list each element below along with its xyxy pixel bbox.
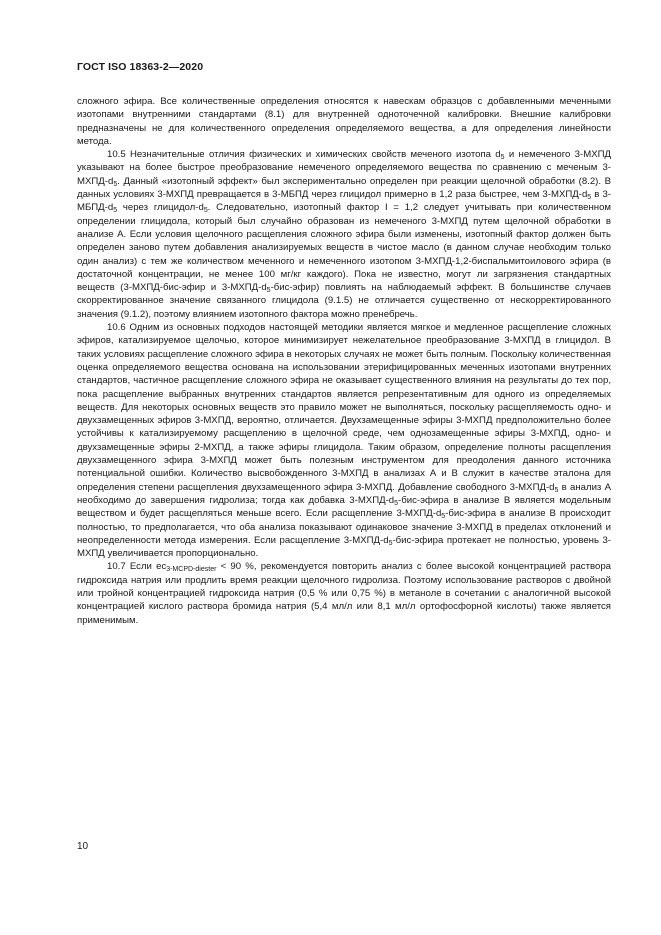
subscript: 5 xyxy=(113,207,118,215)
subscript: 5 xyxy=(554,486,559,494)
subscript: 5 xyxy=(587,194,592,202)
document-body xyxy=(77,95,611,627)
paragraph-10-6 xyxy=(77,321,611,560)
subscript: 3-MCPD-diester xyxy=(166,566,217,574)
subscript: 5 xyxy=(266,287,271,295)
paragraph-10-7 xyxy=(77,560,611,626)
text-run: 10.5 Незначительные отличия физических и химических свойств меченого изотопа d xyxy=(107,149,501,161)
text-run: -бис-эфира в анализе В является модельным веществом и будет расщепляться меньше всего. Если расщепление 3-МХПД-d xyxy=(77,494,611,520)
text-run: -бис-эфира в анализе В происходит полностью, то предполагается, что оба анализа показывают одинаковое значение 3-МХПД в пределах отклонений и неопределенности метода измерения. Если расщепление 3-МХПД-d xyxy=(77,508,611,546)
subscript: 5 xyxy=(500,154,505,162)
text-run: через глицидол-d xyxy=(117,202,204,214)
text-run: . Следовательно, изотопный фактор I = 1,2 следует учитывать при количественном определении глицидола, который был случайно образован из немеченого 3-МХПД путем щелочной обработки в анализе А. Если условия щелочного расщепления сложного эфира были изменены, изотопный фактор должен быть определен заново путем добавления анализируемых веществ в чистое масло (в данном случае необходим только один анализ) с тем же количеством меченного и немеченного изотопом 3-МХПД-1,2-биспальмитоилового эфира (в достаточной концентрации, не менее 100 мг/кг каждого). Пока не известно, могут ли загрязнения стандартных веществ (3-МХПД-бис-эфир и 3-МХПД-d xyxy=(77,202,611,294)
paragraph-continuation xyxy=(77,95,611,148)
document-header: ГОСТ ISO 18363-2—2020 xyxy=(77,61,204,73)
text-run: -бис-эфир) повлиять на наблюдаемый эффект. В большинстве случаев скорректированное значение связанного глицидола (9.1.5) не отличается существенно от нескорректированного значения (9.1.2), поэтому влиянием изотопного фактора можно пренебречь. xyxy=(77,282,611,320)
paragraph-10-5 xyxy=(77,148,611,321)
page-number: 10 xyxy=(77,841,89,852)
subscript: 5 xyxy=(113,180,118,188)
text-run: -бис-эфира протекает не полностью, уровень 3-МХПД увеличивается пропорционально. xyxy=(77,534,611,560)
subscript: 5 xyxy=(203,207,208,215)
text-run: и немеченого 3-МХПД указывают на более быстрое преобразование немеченого определяемого вещества по сравнению с меченым 3-МХПД-d xyxy=(77,149,611,187)
subscript: 5 xyxy=(441,513,446,521)
subscript: 5 xyxy=(388,539,393,547)
subscript: 5 xyxy=(394,499,399,507)
text-run: 10.6 Одним из основных подходов настоящей методики является мягкое и медленное расщепление сложных эфиров, катализируемое щелочью, которое минимизирует нежелательное преобразование 3-МХПД в глицидол. В таких условиях расщепление сложного эфира в некоторых случаях не может быть полным. Поскольку количественная оценка определяемого вещества основана на использовании этерифицированных меченных изотопами внутренних стандартов, частичное расщепление сложного эфира не оказывает существенного влияния на результаты до тех пор, пока расщепление выбранных внутренних стандартов является репрезентативным для одного из определяемых веществ. Для некоторых основных веществ это правило может не выполняться, поскольку расщепляемость одно- и двухзамещенных эфиров 3-МХПД, вероятно, отличается. Двухзамещенные эфиры 3-МХПД предположительно более устойчивы к катализируемому расщеплению в щелочной среде, чем однозамещенные эфиры 3-МХПД, одно- и двухзамещенные эфиры 2-МХПД, а также эфиры глицидола. Таким образом, определение полноты расщепления двухзамещенного эфира 3-МХПД может быть полезным инструментом для преодоления данного источника потенциальной ошибки. Количество высвобожденного 3-МХПД в анализах А и В служит в качестве эталона для определения степени расщепления двухзамещенного эфира 3-МХПД. Добавление свободного 3-МХПД-d xyxy=(77,322,611,493)
text-run: < 90 %, рекомендуется повторить анализ с более высокой концентрацией раствора гидроксида натрия или продлить время реакции щелочного гидролиза. Поэтому использование растворов с двойной или тройной концентрацией гидроксида натрия (0,5 % или 0,75 %) в метаноле в сочетании с аналогичной высокой концентрацией кислого раствора бромида натрия (5,4 мл/л или 8,1 мл/л ортофосфорной кислоты) также является применимым. xyxy=(77,561,611,626)
text-run: в 3-МБПД-d xyxy=(77,189,611,214)
text-run: сложного эфира. Все количественные определения относятся к навескам образцов с добавленными меченными изотопами внутренними стандартами (8.1) для внутренней одноточечной калибровки. Внешние калибровки предназначены не для количественного определения определяемого вещества, а для определения линейности метода. xyxy=(77,96,611,147)
text-run: в анализ А необходимо до завершения гидролиза; тогда как добавка 3-МХПД-d xyxy=(77,481,611,506)
text-run: 10.7 Если ес xyxy=(107,561,167,573)
text-run: . Данный «изотопный эффект» был экспериментально определен при реакции щелочной обработки (8.2). В данных условиях 3-МХПД превращается в 3-МБПД через глицидол примерно в 1,2 раза быстрее, чем 3-МХПД-d xyxy=(77,175,611,201)
